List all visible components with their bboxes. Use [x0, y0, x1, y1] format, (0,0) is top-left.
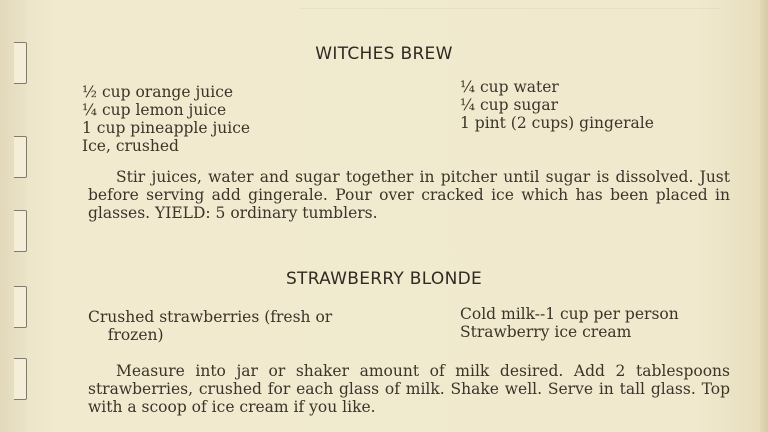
ingredient-line: Strawberry ice cream	[460, 323, 632, 341]
page-edge	[760, 0, 768, 432]
recipe-directions	[88, 362, 730, 416]
recipe-title: WITCHES BREW	[315, 44, 453, 64]
ingredient-line: Ice, crushed	[82, 137, 179, 155]
ingredient-line: frozen)	[88, 326, 164, 344]
ingredient-line: ¼ cup lemon juice	[82, 101, 227, 119]
binder-hole	[14, 286, 27, 328]
ingredient-line: 1 pint (2 cups) gingerale	[460, 114, 654, 132]
binder-hole	[14, 210, 27, 252]
ingredient-line: 1 cup pineapple juice	[82, 119, 251, 137]
recipe-title: STRAWBERRY BLONDE	[285, 269, 483, 289]
binder-hole	[14, 358, 27, 400]
recipe-directions	[88, 168, 730, 222]
ingredient-line: Cold milk--1 cup per person	[460, 305, 679, 323]
bleed-through	[300, 0, 720, 9]
binder-hole	[14, 136, 27, 178]
ingredient-line: ¼ cup sugar	[460, 96, 558, 114]
ingredient-line: ½ cup orange juice	[82, 83, 234, 101]
directions-text: Measure into jar or shaker amount of milk desired. Add 2 tablespoons strawberries, crushed for each glass of milk. Shake well. Serve in tall glass. Top with a scoop of ice cream if you like.	[88, 362, 730, 416]
ingredient-line: Crushed strawberries (fresh or	[88, 308, 333, 326]
ingredient-line: ¼ cup water	[460, 78, 559, 96]
directions-text: Stir juices, water and sugar together in pitcher until sugar is dissolved. Just before serving add gingerale. Pour over cracked ice which has been placed in glasses. YIELD: 5 ordinary tumblers.	[88, 168, 730, 222]
